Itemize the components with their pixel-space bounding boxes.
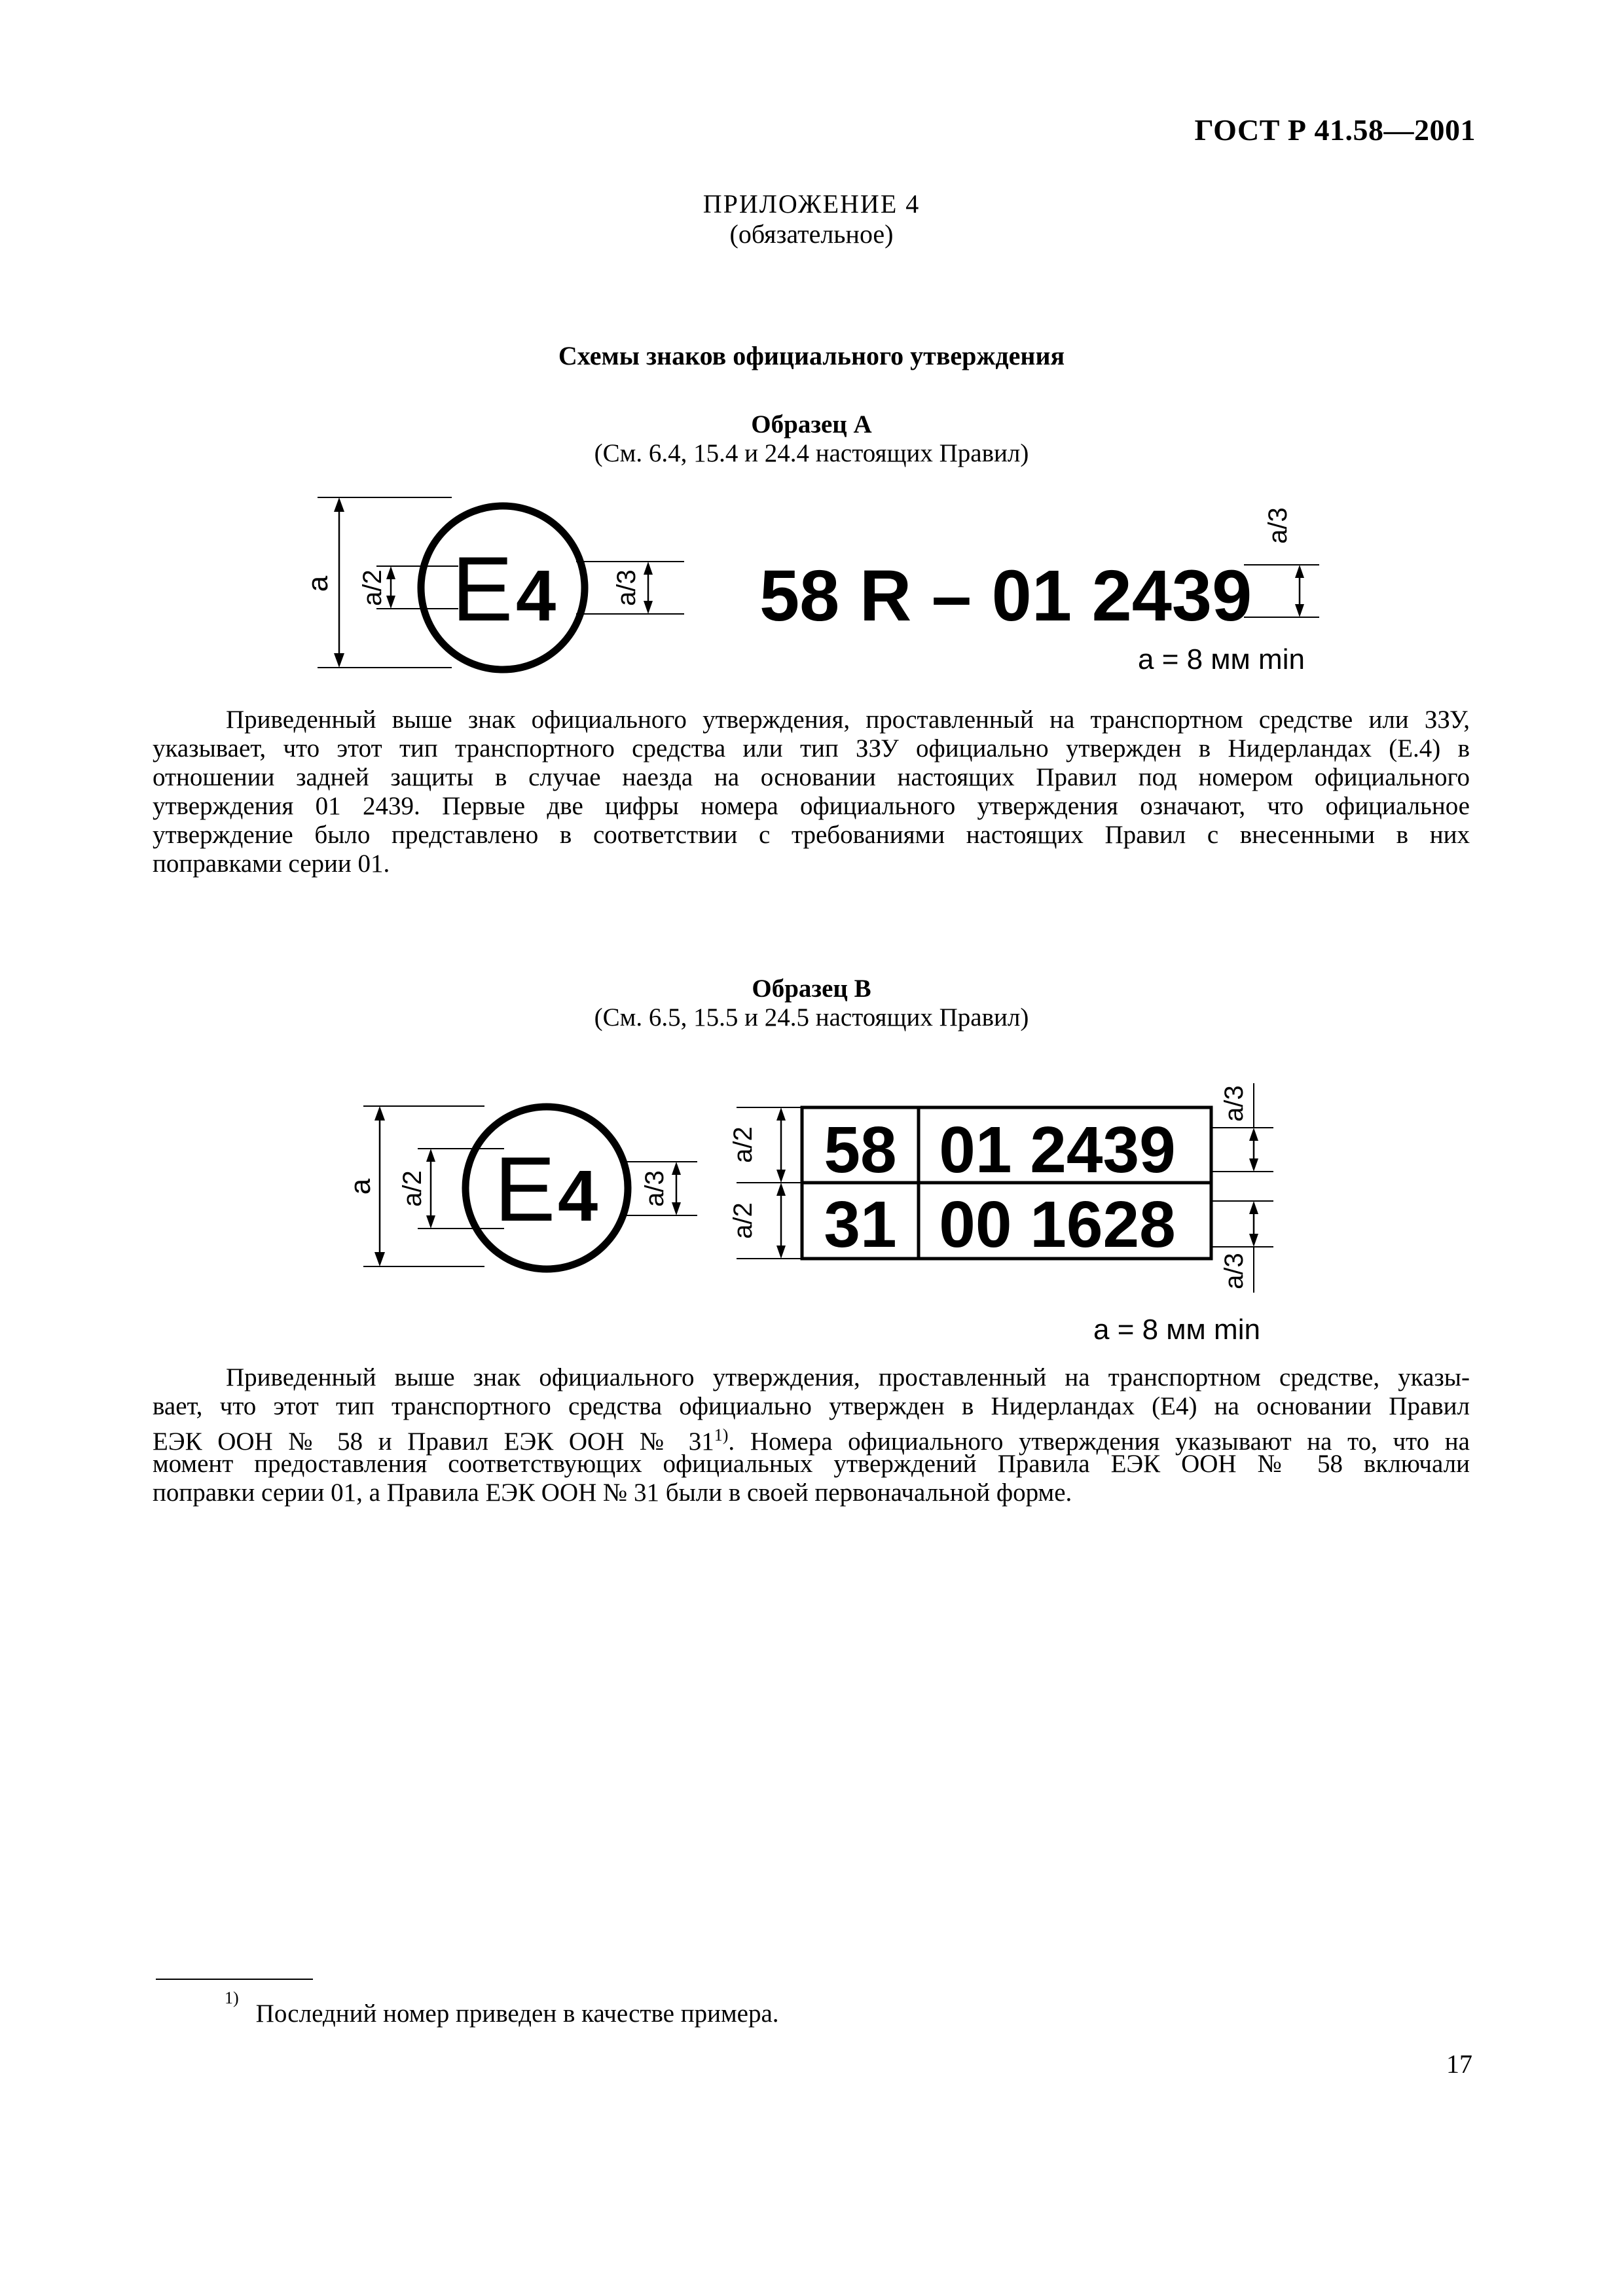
regulation-number-2: 31 (824, 1188, 897, 1261)
appendix-title: ПРИЛОЖЕНИЕ 4 (702, 189, 921, 219)
dim-third-label-lower: a/3 (1220, 1253, 1249, 1289)
sample-a-title: Образец А (751, 410, 872, 439)
dim-half-label-1: a/2 (729, 1126, 757, 1163)
appendix-status: (обязательное) (729, 219, 894, 249)
dim-half-label: a/2 (398, 1170, 427, 1207)
sample-b-reference: (См. 6.5, 15.5 и 24.5 настоящих Правил) (594, 1003, 1029, 1031)
regulation-number-1: 58 (824, 1113, 897, 1187)
dim-third-label: a/3 (612, 569, 641, 606)
footnote (225, 1988, 779, 2028)
dim-third-label-upper: a/3 (1220, 1085, 1249, 1122)
footnote-marker: 1) (225, 1988, 239, 2007)
country-number: 4 (558, 1156, 598, 1236)
approval-letter: E (452, 537, 513, 640)
dim-a-label: a (344, 1178, 376, 1195)
size-note: а = 8 мм min (1138, 643, 1305, 675)
standard-designation: ГОСТ Р 41.58—2001 (1194, 113, 1476, 147)
sample-b-title: Образец В (752, 975, 871, 1003)
footnote-divider (156, 1979, 313, 1980)
sample-b-description: Приведенный выше знак официального утверждения, проставленный на транспортном средстве, указы- вает, что этот тип транспортного средства официально утвержден в Нидерландах (Е4) на основании Правил ЕЭК ООН № 58 и Правил ЕЭК ООН № 31$^{1)}$. Номера официального утверждения указывают на то, что на момент предоставления соответствующих официальных утверждений Правила ЕЭК ООН № 58 включали поправки серии 01, а Правила ЕЭК ООН № 31 были в своей первоначальной форме. (153, 1363, 1470, 1507)
dim-a-label: a (302, 575, 334, 592)
sample-a-reference: (См. 6.4, 15.4 и 24.4 настоящих Правил) (594, 439, 1029, 467)
approval-letter: E (494, 1138, 556, 1240)
approval-mark-a (0, 471, 1623, 694)
dim-half-label-2: a/2 (729, 1202, 757, 1239)
sample-b-line-3: ЕЭК ООН № 58 и Правил ЕЭК ООН № 31$^{1)}$. Номера официального утверждения указывают на то, что на (153, 1426, 1470, 1456)
approval-number-1: 01 2439 (939, 1113, 1176, 1187)
section-title: Схемы знаков официального утверждения (558, 341, 1065, 370)
footnote-ref: 1) (714, 1426, 729, 1444)
footnote-text: Последний номер приведен в качестве примера. (255, 2000, 779, 2028)
dim-third-label: a/3 (640, 1170, 669, 1207)
approval-number: 58 R – 01 2439 (759, 556, 1252, 636)
size-note: а = 8 мм min (1093, 1314, 1260, 1345)
sample-a-description: Приведенный выше знак официального утверждения, проставленный на транспортном средстве или ЗЗУ, указывает, что этот тип транспортного средства или тип ЗЗУ официально утвержден в Нидерландах (Е.4) в отношении задней защиты в случае наезда на основании настоящих Правил под номером официального утверждения 01 2439. Первые две цифры номера официального утверждения означают, что официальное утверждение было представлено в соответствии с требованиями настоящих Правил с внесенными в них поправками серии 01. (153, 706, 1470, 878)
country-number: 4 (516, 556, 556, 636)
approval-mark-b (0, 1057, 1623, 1345)
dim-half-label: a/2 (358, 569, 387, 606)
approval-number-2: 00 1628 (939, 1188, 1176, 1261)
dim-third-label-2: a/3 (1264, 507, 1292, 544)
page-number: 17 (1446, 2049, 1472, 2079)
